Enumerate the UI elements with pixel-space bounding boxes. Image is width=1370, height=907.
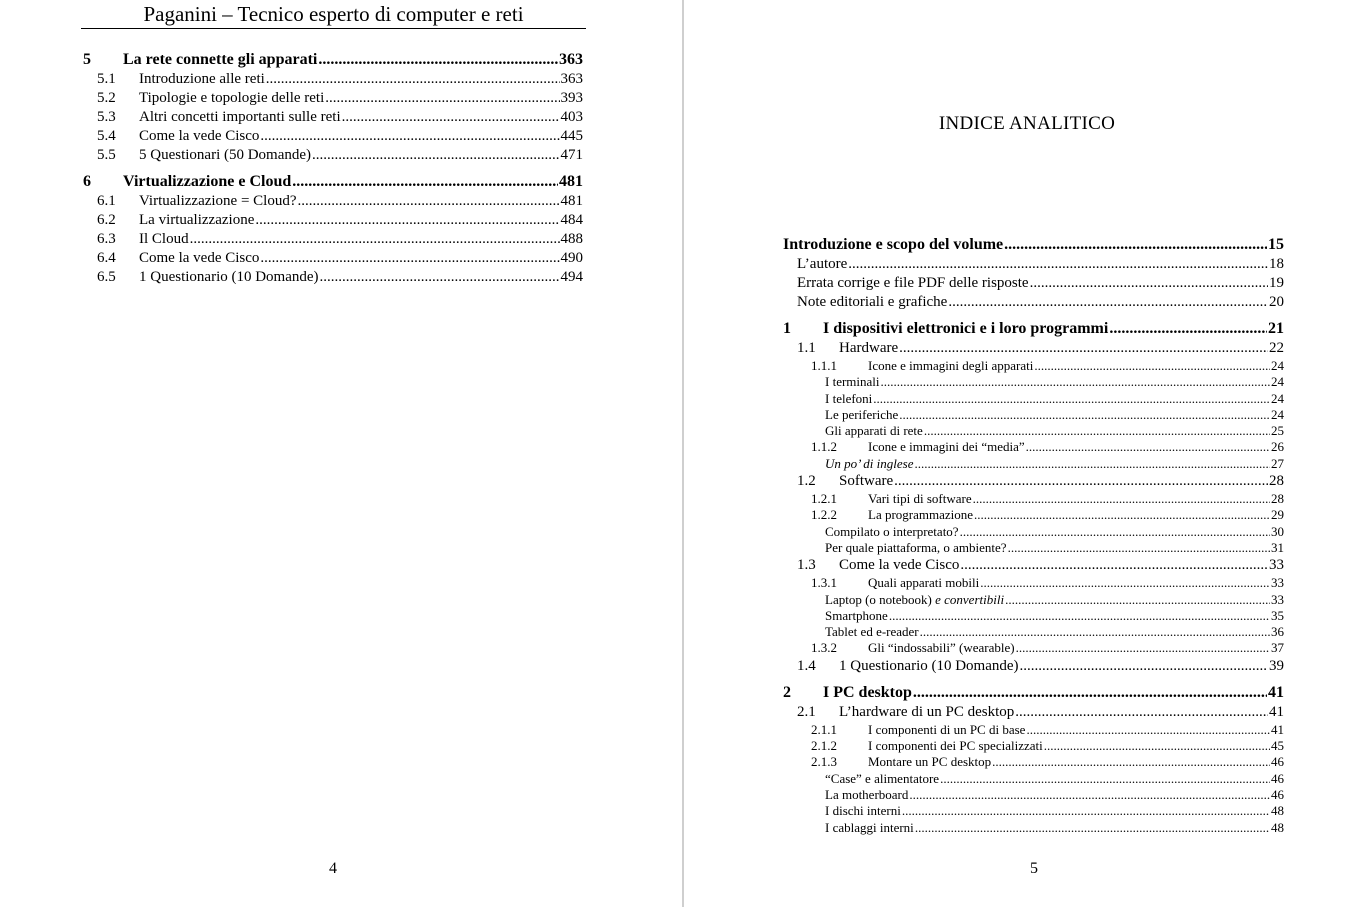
toc-entry-title [868,507,973,523]
dot-leader [1005,592,1270,608]
toc-entry-page: 445 [560,128,583,144]
toc-entry-page: 48 [1271,803,1284,819]
toc-entry [783,391,1284,407]
toc-entry-title-italic: e convertibili [931,591,1005,607]
toc-list-right [783,235,1284,836]
toc-entry-title-text: Come la vede Cisco [839,557,960,574]
toc-entry [783,319,1284,339]
page-number-right: 5 [1030,860,1038,877]
toc-entry-title [825,540,1007,556]
toc-entry-page: 30 [1271,523,1284,539]
dot-leader [973,491,1270,507]
toc-entry [83,172,583,192]
dot-leader [190,230,560,249]
toc-entry [83,89,583,108]
dot-leader [960,524,1270,540]
dot-leader [974,507,1270,523]
toc-entry [783,754,1284,770]
toc-entry-title [139,70,265,89]
dot-leader [1015,703,1268,722]
toc-entry-title-text: Gli apparati di rete [825,423,923,439]
dot-leader [325,89,559,108]
toc-entry-page: 26 [1271,439,1284,455]
toc-entry-title-text: Come la vede Cisco [139,128,260,144]
toc-entry [783,339,1284,358]
dot-leader [881,374,1270,390]
toc-entry-page: 20 [1269,294,1284,310]
toc-entry-number: 1.1 [797,340,816,356]
dot-leader [913,683,1267,703]
toc-entry-number: 1.3.1 [811,575,837,591]
toc-entry-number: 5.1 [97,71,116,87]
toc-entry-page: 403 [560,109,583,125]
toc-entry-page: 39 [1269,657,1284,674]
toc-entry-number: 6.3 [97,231,116,247]
toc-entry-number: 5.4 [97,128,116,144]
dot-leader [924,423,1270,439]
toc-entry-title-text: Introduzione e scopo del volume [783,236,1004,253]
toc-entry-title-text: Virtualizzazione = Cloud? [139,193,297,209]
toc-entry-number: 1.1.2 [811,439,837,455]
toc-entry-page: 21 [1268,320,1284,337]
toc-entry-title [825,423,923,439]
toc-entry [83,127,583,146]
toc-entry-page: 18 [1269,256,1284,272]
toc-entry-number: 6.4 [97,250,116,266]
toc-entry-title-text: Per quale piattaforma, o ambiente? [825,539,1007,555]
toc-entry-title [797,274,1029,293]
toc-entry [783,575,1284,591]
toc-entry [783,640,1284,656]
dot-leader [960,556,1268,575]
toc-entry [783,439,1284,455]
toc-entry-page: 481 [559,173,583,190]
toc-entry [783,274,1284,293]
dot-leader [312,146,559,165]
toc-entry [83,108,583,127]
toc-entry-page: 24 [1271,390,1284,406]
toc-entry-number: 2.1.1 [811,721,837,737]
toc-entry-title [139,249,259,268]
toc-entry-title [839,657,1019,676]
dot-leader [320,268,560,287]
toc-entry-number: 5.2 [97,90,116,106]
toc-entry-title-text: Altri concetti importanti sulle reti [139,109,341,125]
toc-entry-title-text: Smartphone [825,607,888,623]
toc-entry-page: 488 [560,231,583,247]
dot-leader [1034,358,1270,374]
dot-leader [298,192,560,211]
toc-entry-title [797,293,947,312]
toc-entry-page: 46 [1271,786,1284,802]
toc-entry [783,592,1284,608]
toc-entry-title-text: Icone e immagini dei “media” [868,439,1025,455]
toc-entry-title-text: L’hardware di un PC desktop [839,703,1015,720]
dot-leader [1026,439,1270,455]
toc-entry-title-text: Laptop (o notebook) [825,591,932,607]
toc-entry-page: 24 [1271,374,1284,390]
toc-entry-title-text: La programmazione [868,507,974,523]
toc-entry-title-text: I componenti di un PC di base [868,721,1026,737]
dot-leader [899,339,1268,358]
toc-entry-page: 37 [1271,640,1284,656]
toc-entry-page: 35 [1271,607,1284,623]
toc-entry [783,624,1284,640]
toc-entry [783,374,1284,390]
toc-entry-page: 48 [1271,819,1284,835]
toc-entry-title-text: L’autore [797,256,848,272]
toc-entry-title-text: 5 Questionari (50 Domande) [139,147,312,163]
toc-entry-page: 33 [1271,591,1284,607]
dot-leader [920,624,1270,640]
dot-leader [1030,274,1268,293]
toc-entry-title [825,374,880,390]
toc-entry-title [825,787,908,803]
toc-entry-page: 46 [1271,770,1284,786]
toc-entry-title-text: I terminali [825,374,880,390]
toc-entry-number: 5 [83,51,91,68]
toc-entry-title-text: I telefoni [825,390,873,406]
toc-entry-page: 490 [560,250,583,266]
toc-entry-title [825,391,872,407]
toc-entry-title [868,754,991,770]
dot-leader [980,575,1270,591]
toc-entry-page: 41 [1271,721,1284,737]
toc-entry-title [839,472,893,491]
toc-entry [783,703,1284,722]
running-header: Paganini – Tecnico esperto di computer e reti [81,1,586,29]
toc-entry-title [123,50,317,70]
toc-entry-page: 22 [1269,340,1284,356]
toc-entry [783,524,1284,540]
toc-entry-title-text: Introduzione alle reti [139,71,265,87]
toc-entry-page: 45 [1271,738,1284,754]
toc-entry-title [868,738,1043,754]
toc-entry-title [139,108,341,127]
dot-leader [1016,640,1270,656]
toc-entry-title [839,339,898,358]
dot-leader [889,608,1270,624]
toc-entry-title [839,556,959,575]
dot-leader [266,70,560,89]
toc-entry-title [868,575,979,591]
toc-entry [783,608,1284,624]
dot-leader [899,407,1270,423]
toc-entry-title-text: I dischi interni [825,803,901,819]
toc-entry [83,50,583,70]
toc-entry-title [783,235,1003,255]
toc-entry-page: 33 [1269,557,1284,574]
dot-leader [318,50,558,70]
toc-entry-number: 2.1 [797,703,816,720]
toc-entry-title [825,624,919,640]
toc-entry [783,472,1284,491]
toc-entry-title-text: Vari tipi di software [868,491,972,507]
dot-leader [1026,722,1270,738]
toc-entry [83,268,583,287]
toc-entry-page: 19 [1269,275,1284,291]
toc-entry [783,803,1284,819]
toc-entry-title-text: Tipologie e topologie delle reti [139,90,325,106]
toc-entry [783,491,1284,507]
dot-leader [992,754,1270,770]
toc-entry-page: 31 [1271,539,1284,555]
toc-entry-title-text: Icone e immagini degli apparati [868,358,1034,373]
toc-entry-number: 1.2 [797,473,816,490]
toc-entry-title-text: 1 Questionario (10 Domande) [139,269,319,285]
toc-entry-title [139,211,254,230]
toc-entry-title [825,524,959,540]
dot-leader [255,211,559,230]
toc-entry-page: 363 [560,71,583,87]
toc-entry-page: 25 [1271,423,1284,439]
dot-leader [902,803,1270,819]
toc-entry-page: 24 [1271,406,1284,422]
toc-entry-title [868,722,1025,738]
toc-entry-page: 46 [1271,754,1284,770]
toc-entry-title-text: Gli “indossabili” (wearable) [868,640,1015,656]
dot-leader [873,391,1270,407]
toc-entry-title-text: Montare un PC desktop [868,754,992,770]
toc-entry-number: 5.3 [97,109,116,125]
toc-entry-title-text: Un po’ di inglese [825,455,914,471]
toc-entry-page: 481 [560,193,583,209]
toc-entry-number: 2.1.2 [811,738,837,754]
toc-entry-title-text: Le periferiche [825,406,899,422]
dot-leader [1020,657,1268,676]
toc-entry-title-text: I cablaggi interni [825,819,914,835]
dot-leader [1004,235,1267,255]
dot-leader [914,456,1270,472]
dot-leader [940,771,1270,787]
toc-entry-number: 2.1.3 [811,754,837,770]
toc-entry [783,540,1284,556]
toc-entry [783,255,1284,274]
toc-entry [783,456,1284,472]
toc-entry-title [825,592,1004,608]
toc-entry-number: 1.3 [797,557,816,574]
toc-entry-title [825,608,888,624]
toc-entry-page: 15 [1268,236,1284,253]
toc-entry-number: 1.3.2 [811,640,837,656]
toc-entry-number: 1.1.1 [811,358,837,373]
toc-list-left [83,50,583,287]
toc-entry-page: 41 [1269,703,1284,720]
toc-entry-title [868,358,1033,374]
left-page [0,0,682,907]
dot-leader [260,127,559,146]
dot-leader [948,293,1268,312]
toc-entry-page: 27 [1271,455,1284,471]
dot-leader [260,249,559,268]
toc-entry-title-text: Errata corrige e file PDF delle risposte [797,275,1029,291]
dot-leader [1109,319,1267,339]
toc-entry-number: 1.2.1 [811,491,837,507]
toc-entry [83,146,583,165]
toc-entry-title [139,146,311,165]
toc-entry-title-text: 1 Questionario (10 Domande) [839,657,1019,674]
toc-entry-page: 28 [1271,491,1284,507]
toc-entry-title-text: Tablet ed e-reader [825,624,919,640]
toc-entry-title [868,640,1015,656]
toc-entry [83,211,583,230]
toc-entry [783,771,1284,787]
toc-entry-title-text: “Case” e alimentatore [825,770,940,786]
toc-entry-title-text: I componenti dei PC specializzati [868,738,1043,754]
toc-entry [783,787,1284,803]
dot-leader [915,820,1270,836]
toc-entry [783,722,1284,738]
toc-entry-page: 484 [560,212,583,228]
page-number-left: 4 [329,860,337,877]
toc-entry-title-text: Compilato o interpretato? [825,523,959,539]
dot-leader [848,255,1268,274]
toc-entry-title [825,456,913,472]
toc-entry-title-text: Quali apparati mobili [868,575,980,591]
toc-entry-title [139,268,319,287]
toc-entry-title [839,703,1014,722]
toc-entry-page: 33 [1271,575,1284,591]
dot-leader [1008,540,1270,556]
toc-entry-page: 393 [560,90,583,106]
toc-entry-page: 29 [1271,507,1284,523]
toc-entry-title [868,439,1025,455]
toc-entry-title [825,407,898,423]
dot-leader [1044,738,1270,754]
toc-entry [783,423,1284,439]
toc-entry-title-text: I dispositivi elettronici e i loro programmi [823,320,1109,337]
toc-entry-title [139,230,189,249]
toc-entry-number: 6.5 [97,269,116,285]
dot-leader [909,787,1270,803]
toc-entry-page: 41 [1268,683,1284,701]
toc-entry [783,293,1284,312]
toc-entry-number: 1 [783,320,791,337]
toc-entry-title [825,820,914,836]
toc-entry-number: 6 [83,173,91,190]
dot-leader [292,172,558,192]
toc-entry-title [825,803,901,819]
dot-leader [894,472,1268,491]
right-page [684,0,1370,907]
toc-entry [83,230,583,249]
toc-entry-title-text: La motherboard [825,786,909,802]
toc-entry-page: 494 [560,269,583,285]
toc-entry-page: 36 [1271,624,1284,640]
toc-entry-title [139,127,259,146]
toc-entry-title [139,89,324,108]
toc-entry-page: 363 [559,51,583,68]
index-title: INDICE ANALITICO [938,113,1116,134]
toc-entry-number: 6.2 [97,212,116,228]
toc-entry-title [123,172,291,192]
toc-entry-title [825,771,939,787]
toc-entry [783,683,1284,703]
toc-entry-title-text: Virtualizzazione e Cloud [123,173,292,190]
toc-entry-number: 6.1 [97,193,116,209]
toc-entry-title [868,491,972,507]
toc-entry [83,192,583,211]
toc-entry-number: 1.4 [797,657,816,674]
toc-entry-number: 1.2.2 [811,507,837,523]
toc-entry [783,657,1284,676]
toc-entry-title-text: I PC desktop [823,683,912,701]
toc-entry [83,70,583,89]
toc-entry [783,235,1284,255]
toc-entry-page: 471 [560,147,583,163]
toc-entry-number: 2 [783,683,791,701]
toc-entry-title-text: La virtualizzazione [139,212,255,228]
toc-entry-title-text: Hardware [839,340,899,356]
toc-entry [783,738,1284,754]
toc-entry-title-text: Note editoriali e grafiche [797,294,948,310]
toc-entry-page: 28 [1269,473,1284,490]
toc-entry [783,820,1284,836]
toc-entry-title [823,683,912,703]
toc-entry [783,556,1284,575]
toc-entry-title [797,255,847,274]
toc-entry-page: 24 [1271,358,1284,373]
toc-entry [783,407,1284,423]
toc-entry-title-text: Software [839,473,894,490]
toc-entry [783,358,1284,374]
toc-entry-number: 5.5 [97,147,116,163]
toc-entry-title [823,319,1108,339]
toc-entry [83,249,583,268]
toc-entry [783,507,1284,523]
toc-entry-title-text: Come la vede Cisco [139,250,260,266]
dot-leader [342,108,560,127]
toc-entry-title-text: La rete connette gli apparati [123,51,318,68]
toc-entry-title-text: Il Cloud [139,231,189,247]
toc-entry-title [139,192,297,211]
